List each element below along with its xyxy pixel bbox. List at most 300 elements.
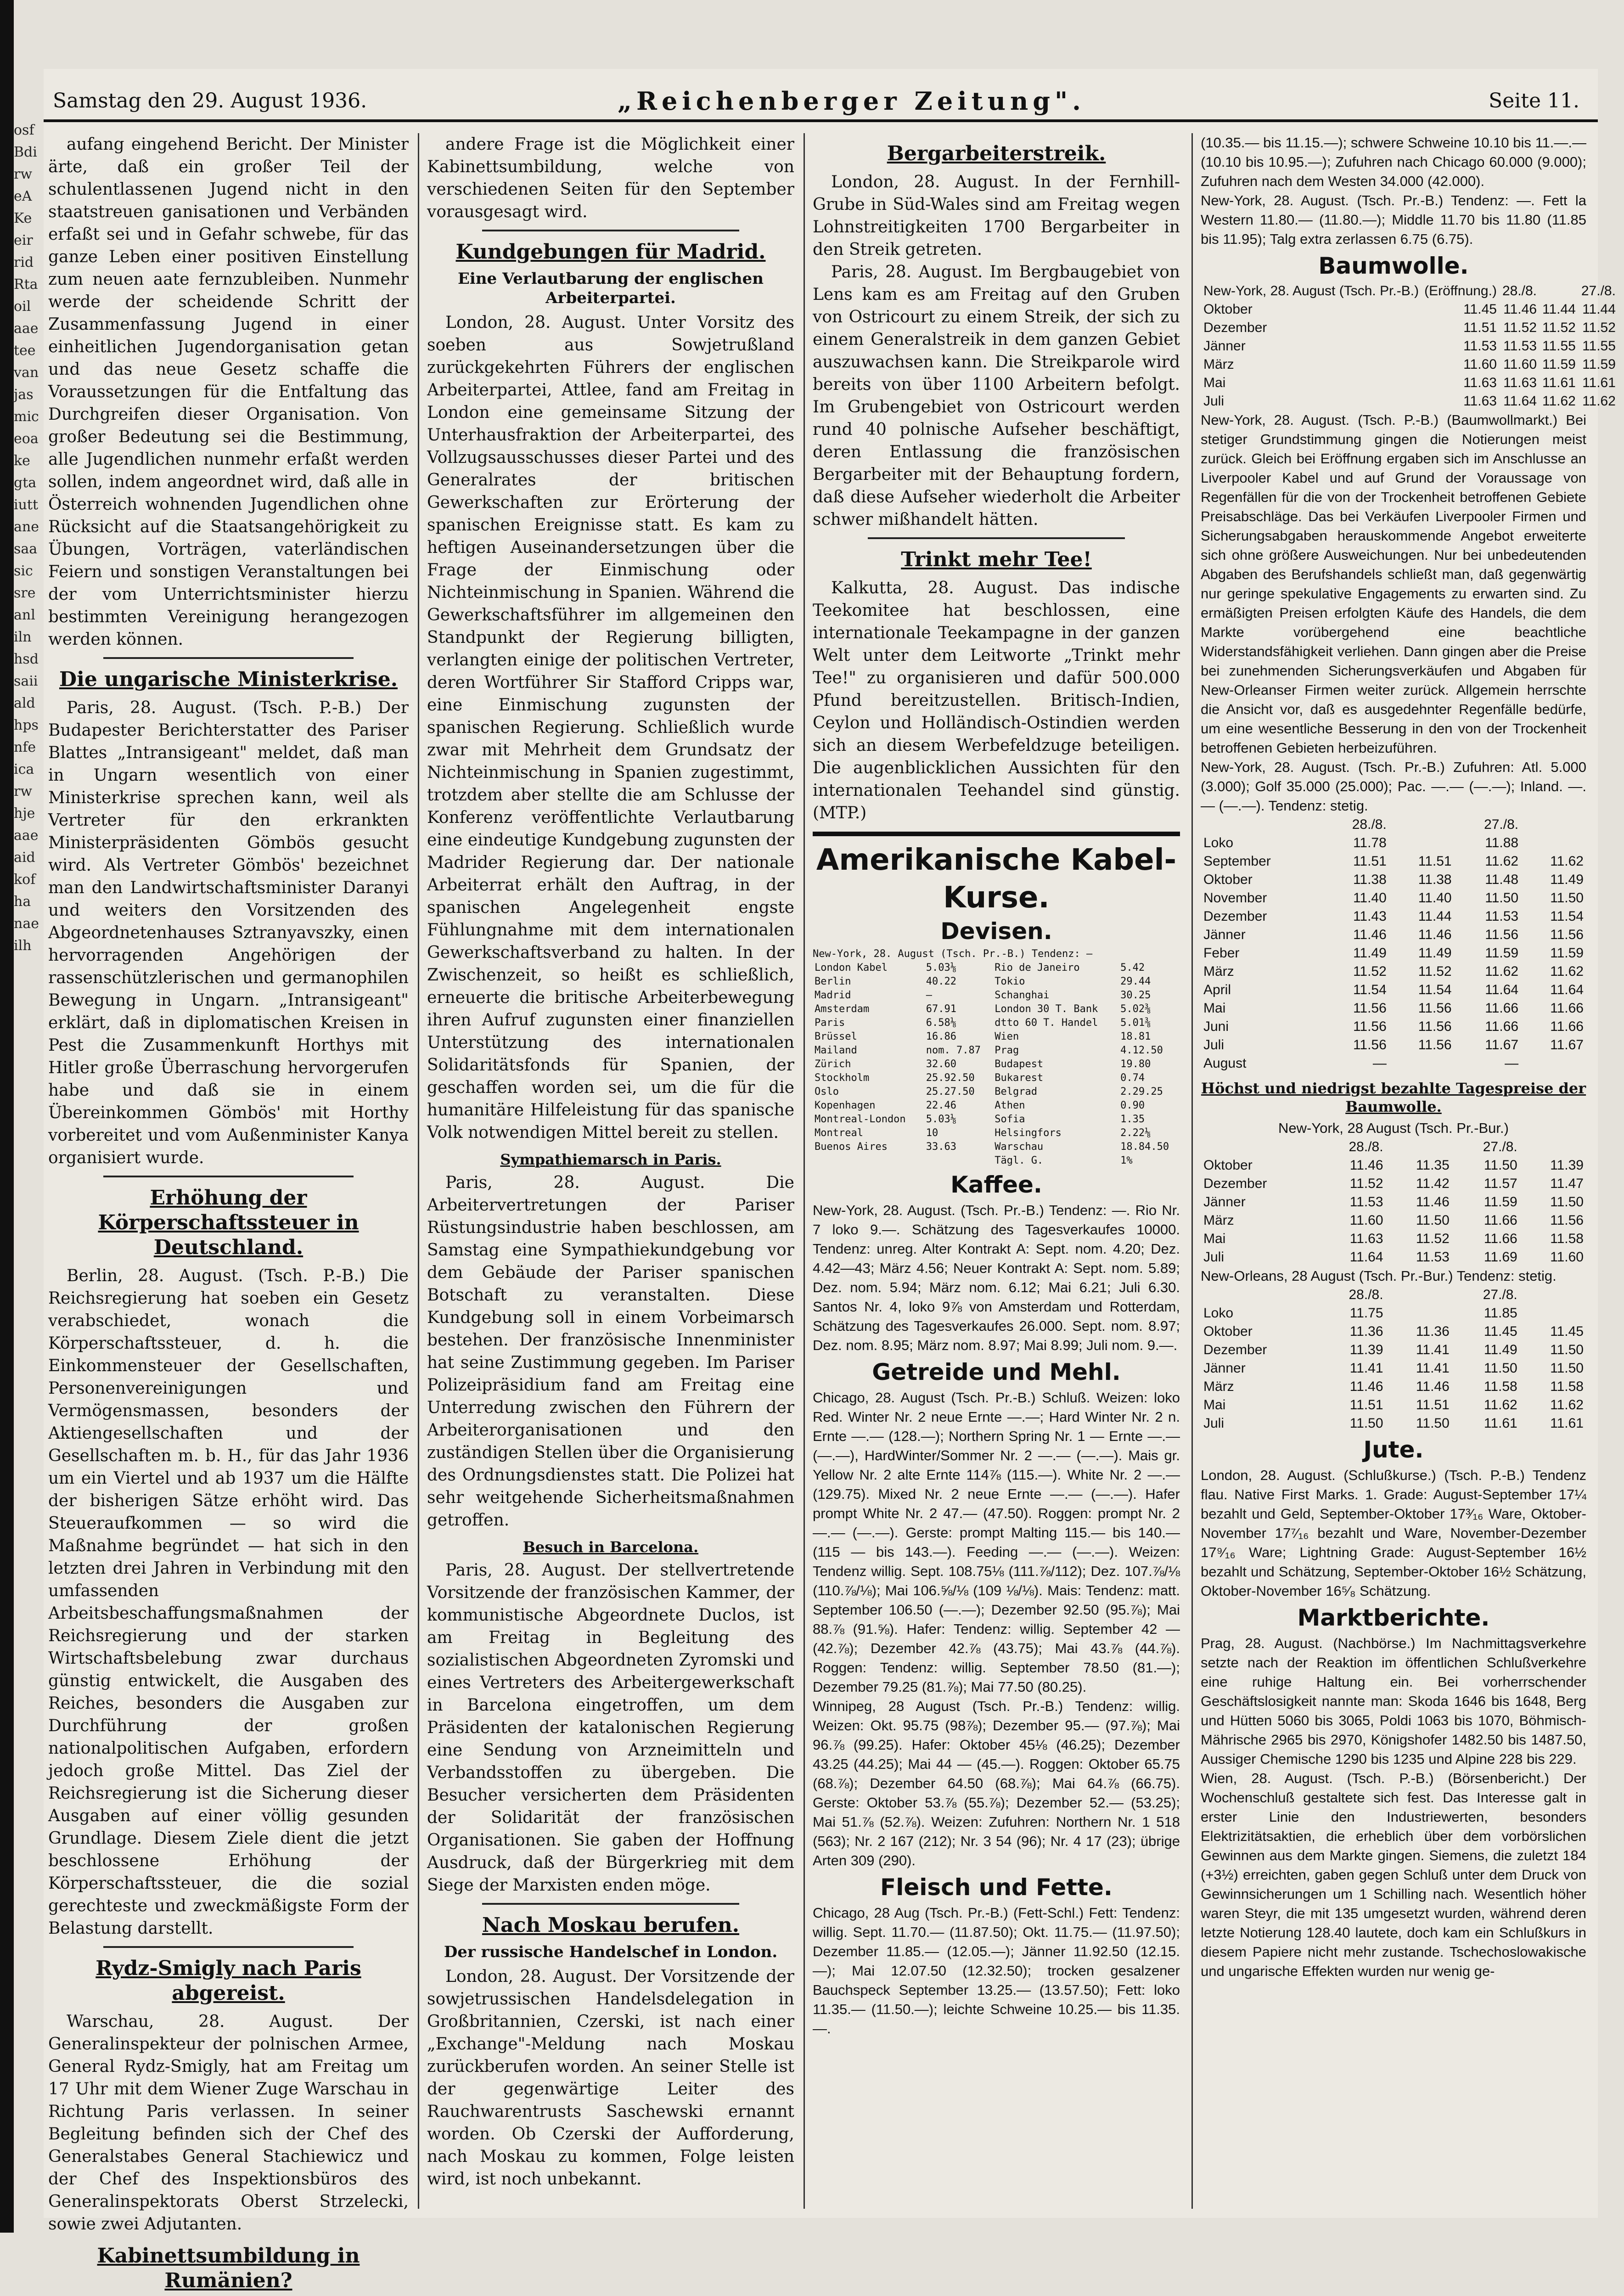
table-cell: März bbox=[1203, 1213, 1234, 1228]
table-cell: 11.62 bbox=[1484, 1397, 1517, 1412]
table-cell: 11.38 bbox=[1418, 872, 1452, 887]
table-cell: 11.61 bbox=[1484, 1416, 1517, 1431]
table-cell: Mai bbox=[1203, 1001, 1226, 1016]
subsection-title: Kaffee. bbox=[950, 1171, 1042, 1198]
table-cell: 11.41 bbox=[1416, 1342, 1450, 1357]
article-text: Paris, 28. August. (Tsch. P.-B.) Der Budapester Berichterstatter des Pariser Blattes „Intransigeant" meldet, daß man in Ungarn wesentlich von einer Ministerkrise sprechen kann, weil als Vertreter für den erkrankten Ministerpräsidenten Gömbös gesucht wird. Als Vertreter Gömbös' bezeichnet man den Landwirtschaftsminister Daranyi und weiters den Vorsitzenden des Abgeordnetenhauses Sztranyavszky, einen hervorragenden Angehörigen der rassenschützlerischen und germanophilen Bewegung in Ungarn. „Intransigeant" erklärt, daß in diplomatischen Kreisen in Pest die Zusammenkunft Horthys mit Hitler große Überraschung hervorgerufen habe und daß sie in einem Übereinkommen Gömbös' mit Horthy vorbereitet und vom Außenminister Kanya organisiert wurde. bbox=[48, 698, 409, 1167]
table-cell: 11.56 bbox=[1353, 1019, 1387, 1034]
divider bbox=[103, 657, 354, 659]
table-row bbox=[813, 961, 1180, 975]
table-cell: 27./8. bbox=[1483, 1287, 1517, 1302]
table-cell: 1% bbox=[1120, 1155, 1133, 1166]
table-cell: 11.62 bbox=[1550, 854, 1584, 869]
table-row bbox=[1201, 1138, 1586, 1156]
table-row bbox=[1201, 981, 1586, 999]
table-cell: Paris bbox=[815, 1017, 845, 1029]
table-cell bbox=[1389, 816, 1455, 834]
table-row bbox=[813, 1058, 1180, 1071]
table-row bbox=[1201, 1248, 1586, 1266]
table-cell: 11.52 bbox=[1503, 320, 1537, 335]
article-text: aufang eingehend Bericht. Der Minister ärte, daß ein großer Teil der schulentlassenen Jugend nicht in den staatstreuen ganisationen und Verbänden erfaßt sei und in Gefahr schwebe, für das ganze Leben einer positiven Einstellung zum neuen aate fernzubleiben. Nunmehr werde der scheidende Schritt der Zusammenfassung Jugend in einer einheitlichen Jugendorganisation getan und das neue Gesetz schaffe die Voraussetzungen für die Entfaltung das Durchgreifen dieser Organisation. Von großer Bedeutung sei die Bestimmung, alle Jugendlichen nunmehr erfaßt werden sollen, indem angeordnet wird, daß alle in Österreich wohnenden Jugendlichen ohne Rücksicht auf die Staatsangehörigkeit zu Übungen, Vorträgen, vaterländischen Feiern und sonstigen Veranstaltungen bei der vom Unterrichtsminister hierzu bestimmten Vereinigung herangezogen werden können. bbox=[48, 135, 409, 649]
table-cell: Oktober bbox=[1203, 302, 1253, 317]
cotton-table-new-orleans bbox=[1201, 1286, 1586, 1433]
table-cell: 11.58 bbox=[1484, 1379, 1517, 1394]
table-cell: 11.56 bbox=[1418, 1037, 1452, 1052]
table-cell: (Eröffnung.) bbox=[1424, 283, 1497, 298]
table-cell: 11.61 bbox=[1582, 375, 1616, 390]
table-cell: 11.56 bbox=[1485, 927, 1519, 942]
divider bbox=[482, 1903, 739, 1905]
table-cell: Madrid bbox=[815, 990, 851, 1001]
table-cell: 11.50 bbox=[1485, 890, 1519, 906]
table-cell: 11.62 bbox=[1550, 1397, 1584, 1412]
table-cell: November bbox=[1203, 890, 1267, 906]
market-text: Wien, 28. August. (Tsch. P.-B.) (Börsenbericht.) Der Wochenschluß gestaltete sich fest. Das Interesse galt in erster Linie den Industriewerten, besonders Elektrizitätsaktien, die erheblich über dem vorbörslichen Gewinnen aus dem Markte gingen. Siemens, die zuletzt 184 (+3½) erreichten, gaben gegen Schluß unter dem Druck von Gewinnsicherungen um 1 Schilling nach. Wesentlich höher waren Steyr, die mit 135 umgesetzt wurden, während deren letzte Notierung 128.40 lautete, doch kam ein Schlußkurs in diesem Papiere nicht mehr zustande. Tschechoslowakische und ungarische Effekten wurden nur wenig ge- bbox=[1201, 1770, 1586, 1979]
headline: Kabinettsumbildung in Rumänien? bbox=[97, 2244, 360, 2292]
table-cell: 11.50 bbox=[1349, 1416, 1383, 1431]
table-cell: 11.56 bbox=[1550, 927, 1584, 942]
table-cell: Feber bbox=[1203, 945, 1240, 961]
table-cell: 11.49 bbox=[1484, 1342, 1517, 1357]
table-cell: 11.67 bbox=[1550, 1037, 1584, 1052]
table-cell: 11.56 bbox=[1418, 1019, 1452, 1034]
table-row bbox=[1201, 1036, 1586, 1054]
cotton-table-highlow bbox=[1201, 1138, 1586, 1266]
table-cell: 1.35 bbox=[1120, 1114, 1145, 1125]
table-cell: 0.74 bbox=[1120, 1072, 1145, 1084]
table-row bbox=[1201, 1396, 1586, 1414]
table-cell bbox=[1521, 816, 1586, 834]
table-cell: 11.50 bbox=[1550, 890, 1584, 906]
table-cell: 11.36 bbox=[1349, 1324, 1383, 1339]
table-cell: 11.61 bbox=[1542, 375, 1576, 390]
table-cell: 11.50 bbox=[1416, 1213, 1450, 1228]
table-cell: Zürich bbox=[815, 1058, 851, 1070]
table-cell: 11.39 bbox=[1550, 1158, 1584, 1173]
table-cell bbox=[1540, 282, 1579, 300]
table-cell: 11.35 bbox=[1416, 1158, 1450, 1173]
table-cell: 11.60 bbox=[1503, 357, 1537, 372]
table-cell: London 30 T. Bank bbox=[995, 1003, 1098, 1015]
table-cell: 11.78 bbox=[1353, 835, 1387, 850]
table-cell bbox=[1521, 834, 1586, 852]
table-row bbox=[1201, 300, 1624, 319]
table-cell: 11.44 bbox=[1582, 302, 1616, 317]
table-cell: New-York, 28. August (Tsch. Pr.-B.) bbox=[1203, 283, 1419, 298]
table-cell: 11.64 bbox=[1503, 394, 1537, 409]
newspaper-page bbox=[44, 69, 1616, 2292]
table-cell: 11.59 bbox=[1542, 357, 1576, 372]
table-cell: 22.46 bbox=[926, 1100, 957, 1111]
headline: Kundgebungen für Madrid. bbox=[455, 240, 766, 264]
table-cell: 2.29.25 bbox=[1120, 1086, 1163, 1097]
headline: Nach Moskau berufen. bbox=[482, 1913, 740, 1937]
subsection-title: Marktberichte. bbox=[1297, 1604, 1490, 1631]
table-cell: 11.54 bbox=[1353, 982, 1387, 997]
table-cell: 11.52 bbox=[1418, 964, 1452, 979]
table-row bbox=[1201, 852, 1586, 871]
table-cell bbox=[1389, 834, 1455, 852]
table-cell: Buenos Aires bbox=[815, 1141, 888, 1153]
table-cell: 11.63 bbox=[1463, 394, 1497, 409]
table-cell: 30.25 bbox=[1120, 990, 1151, 1001]
table-cell bbox=[1201, 1286, 1318, 1304]
table-cell: Prag bbox=[995, 1045, 1019, 1056]
table-row bbox=[1201, 944, 1586, 962]
table-cell: 11.52 bbox=[1349, 1176, 1383, 1191]
table-cell: 11.66 bbox=[1484, 1213, 1517, 1228]
table-row bbox=[1201, 374, 1624, 392]
table-cell bbox=[1520, 1286, 1586, 1304]
table-cell: Budapest bbox=[995, 1058, 1044, 1070]
table-cell: Athen bbox=[995, 1100, 1025, 1111]
table-row bbox=[813, 1044, 1180, 1058]
table-cell: nom. 7.87 bbox=[926, 1045, 981, 1056]
market-text: New-York, 28. August. (Tsch. Pr.-B.) Tendenz: —. Fett la Western 11.80.— (11.80.—); Middle 11.70 bis 11.80 (11.85 bis 11.95); Talg extra zerlassen 6.75 (6.75). bbox=[1201, 192, 1586, 247]
table-cell: 29.44 bbox=[1120, 976, 1151, 987]
divider bbox=[103, 1946, 354, 1948]
table-cell: 11.56 bbox=[1418, 1001, 1452, 1016]
table-row bbox=[1201, 926, 1586, 944]
table-cell: 11.39 bbox=[1349, 1342, 1383, 1357]
table-cell: 11.52 bbox=[1353, 964, 1387, 979]
table-row bbox=[1201, 1193, 1586, 1211]
table-cell: 11.59 bbox=[1485, 945, 1519, 961]
table-cell: Belgrad bbox=[995, 1086, 1037, 1097]
table-cell bbox=[1520, 1304, 1586, 1322]
market-text: Prag, 28. August. (Nachbörse.) Im Nachmittagsverkehre setzte nach der Reaktion im öffentlichen Schlußverkehre eine ruhige Haltung ein. Bei vorherrschender Geschäftslosigkeit nannte man: Skoda 1646 bis 1648, Berg und Hütten 5060 bis 3065, Poldi 1063 bis 1070, Böhmisch-Mährische 2965 bis 2970, Königshofer 1482.50 bis 1487.50, Aussiger Chemische 1290 bis 1235 und Alpine 228 bis 229. bbox=[1201, 1635, 1586, 1767]
table-row bbox=[813, 1071, 1180, 1085]
table-cell: Juli bbox=[1203, 1249, 1225, 1265]
table-row bbox=[1201, 816, 1586, 834]
table-cell: 11.64 bbox=[1485, 982, 1519, 997]
table-cell: Dezember bbox=[1203, 1342, 1267, 1357]
table-cell: Amsterdam bbox=[815, 1003, 870, 1015]
table-cell: 11.66 bbox=[1485, 1001, 1519, 1016]
table-cell: 11.56 bbox=[1353, 1037, 1387, 1052]
table-row bbox=[1201, 1175, 1586, 1193]
table-row bbox=[1201, 1304, 1586, 1322]
table-cell: 11.52 bbox=[1542, 320, 1576, 335]
table-cell: 11.46 bbox=[1353, 927, 1387, 942]
table-cell: 11.54 bbox=[1550, 909, 1584, 924]
table-cell: 11.50 bbox=[1550, 1342, 1584, 1357]
table-cell: 11.66 bbox=[1484, 1231, 1517, 1246]
subsection-title: Devisen. bbox=[940, 918, 1052, 945]
divider bbox=[482, 230, 739, 231]
table-cell: 0.90 bbox=[1120, 1100, 1145, 1111]
headline: Trinkt mehr Tee! bbox=[901, 548, 1092, 571]
table-cell: März bbox=[1203, 1379, 1234, 1394]
table-row bbox=[1201, 962, 1586, 981]
table-cell: 11.59 bbox=[1484, 1194, 1517, 1210]
table-cell: — bbox=[1505, 1056, 1519, 1071]
table-cell: Jänner bbox=[1203, 1361, 1246, 1376]
table-cell: 10 bbox=[926, 1127, 938, 1139]
table-cell: 11.53 bbox=[1463, 338, 1497, 354]
table-cell: 11.46 bbox=[1416, 1194, 1450, 1210]
table-cell: — bbox=[1372, 1056, 1387, 1071]
table-row bbox=[813, 989, 1180, 1002]
table-row bbox=[813, 1002, 1180, 1016]
binding-edge bbox=[0, 0, 14, 2233]
table-row bbox=[1201, 889, 1586, 907]
table-cell: 11.54 bbox=[1418, 982, 1452, 997]
table-cell: Juni bbox=[1203, 1019, 1229, 1034]
table-row bbox=[1201, 1322, 1586, 1341]
table-cell: 11.62 bbox=[1485, 964, 1519, 979]
table-cell: 11.46 bbox=[1349, 1158, 1383, 1173]
table-cell: Mai bbox=[1203, 1397, 1226, 1412]
table-cell: Stockholm bbox=[815, 1072, 870, 1084]
headline: Die ungarische Ministerkrise. bbox=[59, 668, 398, 691]
table-row bbox=[1201, 1341, 1586, 1359]
section-title: Kurse. bbox=[943, 881, 1050, 915]
table-cell bbox=[1201, 816, 1322, 834]
table-row bbox=[1201, 999, 1586, 1018]
table-row bbox=[1201, 1378, 1586, 1396]
table-cell: 11.66 bbox=[1485, 1019, 1519, 1034]
table-cell: Jänner bbox=[1203, 927, 1246, 942]
table-cell: 5.02⅜ bbox=[1120, 1003, 1151, 1015]
subheadline: Höchst und niedrigst bezahlte Tagespreise der Baumwolle. bbox=[1201, 1080, 1586, 1115]
table-cell: Dezember bbox=[1203, 909, 1267, 924]
table-cell: Dezember bbox=[1203, 1176, 1267, 1191]
table-cell: Brüssel bbox=[815, 1031, 857, 1042]
table-cell: Mailand bbox=[815, 1045, 857, 1056]
table-cell: Tägl. G. bbox=[995, 1155, 1044, 1166]
table-cell: 11.63 bbox=[1463, 375, 1497, 390]
table-cell: 11.52 bbox=[1582, 320, 1616, 335]
column-rule bbox=[804, 133, 805, 2209]
table-cell: 4.12.50 bbox=[1120, 1045, 1163, 1056]
table-cell: 11.62 bbox=[1550, 964, 1584, 979]
table-cell: 11.62 bbox=[1542, 394, 1576, 409]
table-cell: 11.50 bbox=[1416, 1416, 1450, 1431]
table-cell: 19.80 bbox=[1120, 1058, 1151, 1070]
market-text: London, 28. August. (Schlußkurse.) (Tsch. P.-B.) Tendenz flau. Native First Marks. 1. Grade: August-September 17¼ bezahlt und Geld, September-Oktober 17³⁄₁₆ Ware, Oktober-November 17⁷⁄₁₆ bezahlt und Ware, November-Dezember 17⁹⁄₁₆ Ware; Lightning Grade: August-September 16½ bezahlt und Schätzung, September-Oktober 16½ Schätzung, Oktober-November 16⁵⁄₈ Schätzung. bbox=[1201, 1467, 1586, 1599]
table-cell: 11.46 bbox=[1503, 302, 1537, 317]
table-cell: 5.42 bbox=[1120, 962, 1145, 974]
table-cell: 11.60 bbox=[1550, 1249, 1584, 1265]
table-cell: 11.63 bbox=[1503, 375, 1537, 390]
table-cell: 11.52 bbox=[1416, 1231, 1450, 1246]
article-text: Berlin, 28. August. (Tsch. P.-B.) Die Reichsregierung hat soeben ein Gesetz verabschiedet, wonach die Körperschaftssteuer, d. h. die Einkommensteuer der Gesellschaften, Personenvereinigungen und Vermögensmassen, besonders der Aktiengesellschaften und der Gesellschaften m. b. H., für das Jahr 1936 um ein Viertel und ab 1937 um die Hälfte der bisherigen Sätze erhöht wird. Das Steueraufkommen — so wird die Maßnahme begründet — hat sich in den letzten drei Jahren in Verbindung mit den umfassenden Arbeitsbeschaffungsmaßnahmen der Reichsregierung und der starken Wirtschaftsbelebung zwar durchaus günstig entwickelt, die Ausgaben des Reiches, besonders die Ausgaben zur Durchführung der großen nationalpolitischen Aufgaben, erfordern jedoch große Mittel. Das Ziel der Reichsregierung ist die Sicherung dieser Ausgaben auf einer völlig gesunden Grundlage. Diesem Ziele dient die jetzt beschlossene Erhöhung der Körperschaftssteuer, die die sozial gerechteste und zweckmäßigste Form der Belastung darstellt. bbox=[48, 1266, 409, 1938]
table-cell: 5.01⅜ bbox=[1120, 1017, 1151, 1029]
table-cell: 11.64 bbox=[1349, 1249, 1383, 1265]
table-cell: 6.58⅛ bbox=[926, 1017, 957, 1029]
table-row bbox=[1201, 871, 1586, 889]
table-cell: Warschau bbox=[995, 1141, 1044, 1153]
table-row bbox=[1201, 1359, 1586, 1378]
table-cell: Loko bbox=[1203, 835, 1234, 850]
table-cell: 11.44 bbox=[1542, 302, 1576, 317]
table-cell: 11.62 bbox=[1485, 854, 1519, 869]
table-cell: 11.53 bbox=[1503, 338, 1537, 354]
table-row bbox=[813, 1099, 1180, 1113]
table-cell bbox=[1201, 1138, 1318, 1156]
table-cell: London Kabel bbox=[815, 962, 888, 974]
column-3 bbox=[813, 133, 1180, 2209]
subheadline: Eine Verlautbarung der englischen Arbeiterpartei. bbox=[458, 270, 764, 307]
table-cell bbox=[1386, 1138, 1452, 1156]
table-cell bbox=[813, 1154, 924, 1168]
table-cell: Loko bbox=[1203, 1306, 1234, 1321]
headline: Rydz-Smigly nach Paris abgereist. bbox=[96, 1957, 361, 2005]
table-cell: 11.45 bbox=[1484, 1324, 1517, 1339]
subsection-title: Jute. bbox=[1363, 1436, 1424, 1463]
article-text: London, 28. August. Der Vorsitzende der sowjetrussischen Handelsdelegation in Großbritannien, Czerski, ist nach einer „Exchange"-Meldung nach Moskau zurückberufen worden. An seiner Stelle ist der gegenwärtige Leiter des Rauchwarentrusts Saschewski ernannt worden. Ob Czerski der Aufforderung, nach Moskau zu kommen, Folge leisten wird, ist noch unbekannt. bbox=[427, 1967, 794, 2189]
table-cell bbox=[1389, 1054, 1455, 1073]
column-rule bbox=[418, 133, 419, 2209]
table-row bbox=[1201, 1286, 1586, 1304]
article-text: Kalkutta, 28. August. Das indische Teekomitee hat beschlossen, eine internationale Teekampagne in der ganzen Welt unter dem Leitworte „Trinkt mehr Tee!" zu organisieren und dafür 500.000 Pfund bereitzustellen. Britisch-Indien, Ceylon und Holländisch-Ostindien werden sich an diesem Werbefeldzuge beteiligen. Die augenblicklichen Aussichten für den internationalen Teehandel sind günstig. (MTP.) bbox=[813, 579, 1180, 822]
table-cell: 18.81 bbox=[1120, 1031, 1151, 1042]
table-row bbox=[1201, 1156, 1586, 1175]
market-text: New-York, 28. August. (Tsch. P.-B.) (Baumwollmarkt.) Bei stetiger Grundstimmung gingen die Notierungen meist zurück. Gleich bei Eröffnung ergaben sich im Anschlusse an Liverpooler Kabel und auf Grund der Voraussage von Regenfällen für die von der Trockenheit betroffenen Gebiete Preisabschläge. Das bei Verkäufen Liverpooler Firmen und Sicherungsabgaben herauskommende Angebot erweiterte sich ohne größere Ausweichungen. Nur bei unbedeutenden Abgaben des Berufshandels schließt man, daß gegenwärtig nur geringe spekulative Engagements zu erwarten sind. Zu ermäßigten Preisen erfolgten Käufe des Handels, die dem Markte vorübergehend eine beachtliche Widerstandsfähigkeit verliehen. Dann gingen aber die Preise bei zunehmenden Sicherungsverkäufen und Abgaben für New-Orleanser Firmen weiter zurück. Allgemein herrschte die Ansicht vor, daß es ausgedehnter Regenfälle bedürfe, um eine wesentliche Besserung in den von der Trockenheit betroffenen Gebieten herbeizuführen. bbox=[1201, 412, 1586, 756]
table-cell: Bukarest bbox=[995, 1072, 1044, 1084]
table-cell: 11.51 bbox=[1418, 854, 1452, 869]
table-cell: 11.41 bbox=[1349, 1361, 1383, 1376]
table-cell: Tokio bbox=[995, 976, 1025, 987]
adjacent-page-strip: osfBdirweAKeeirridRtaoilaaeteevanjasmiceoakegtaiuttanesaasicsreanlilnhsdsaiialdhpsnfeicarwhjeaaeaidkofhanaeilh bbox=[14, 122, 39, 954]
table-cell bbox=[1386, 1304, 1452, 1322]
table-cell: dtto 60 T. Handel bbox=[995, 1017, 1098, 1029]
table-cell: Jänner bbox=[1203, 1194, 1246, 1210]
table-cell: 11.57 bbox=[1484, 1176, 1517, 1191]
table-cell: 11.51 bbox=[1416, 1397, 1450, 1412]
table-cell: April bbox=[1203, 982, 1231, 997]
table-cell: 11.56 bbox=[1550, 1213, 1584, 1228]
table-cell: Oktober bbox=[1203, 1324, 1253, 1339]
header-page-number: Seite 11. bbox=[1489, 89, 1579, 113]
table-cell: 11.53 bbox=[1485, 909, 1519, 924]
table-cell: 11.51 bbox=[1349, 1397, 1383, 1412]
table-cell: 11.43 bbox=[1353, 909, 1387, 924]
table-cell bbox=[1386, 1286, 1452, 1304]
table-cell bbox=[924, 1154, 993, 1168]
headline: Erhöhung der Körperschaftssteuer in Deutschland. bbox=[98, 1186, 359, 1259]
table-cell: 28./8. bbox=[1349, 1139, 1383, 1154]
subsection-title: Baumwolle. bbox=[1318, 253, 1469, 279]
table-cell: 11.45 bbox=[1463, 302, 1497, 317]
page-header bbox=[44, 83, 1598, 122]
table-cell: Jänner bbox=[1203, 338, 1246, 354]
table-row bbox=[813, 1016, 1180, 1030]
table-cell: Juli bbox=[1203, 1416, 1225, 1431]
table-cell: Wien bbox=[995, 1031, 1019, 1042]
cotton-table-ny bbox=[1201, 816, 1586, 1073]
table-cell: 11.49 bbox=[1550, 872, 1584, 887]
table-cell: Juli bbox=[1203, 394, 1225, 409]
table-cell: 11.40 bbox=[1353, 890, 1387, 906]
table-cell: 5.03⅛ bbox=[926, 962, 957, 974]
table-row bbox=[813, 1085, 1180, 1099]
subheadline: Sympathiemarsch in Paris. bbox=[500, 1151, 721, 1168]
table-cell: 33.63 bbox=[926, 1141, 957, 1153]
table-row bbox=[1201, 355, 1624, 374]
table-cell: Mai bbox=[1203, 1231, 1226, 1246]
subsection-title: Fleisch und Fette. bbox=[880, 1874, 1113, 1901]
table-row bbox=[813, 1140, 1180, 1154]
table-cell: 16.86 bbox=[926, 1031, 957, 1042]
cotton-table-opening bbox=[1201, 282, 1624, 411]
table-cell: 11.41 bbox=[1416, 1361, 1450, 1376]
table-cell: Rio de Janeiro bbox=[995, 962, 1080, 974]
table-cell: 2.22⅛ bbox=[1120, 1127, 1151, 1139]
table-cell: — bbox=[926, 990, 933, 1001]
table-cell: 27./8. bbox=[1581, 283, 1616, 298]
table-cell: Montreal-London bbox=[815, 1114, 906, 1125]
column-rule bbox=[1191, 133, 1193, 2209]
table-cell: Oktober bbox=[1203, 872, 1253, 887]
article-text: Paris, 28. August. Der stellvertretende Vorsitzende der französischen Kammer, der kommunistische Abgeordnete Duclos, ist am Freitag in Begleitung des sozialistischen Abgeordneten Zyromski und eines Vertreters des Arbeitergewerkschaft in Barcelona eingetroffen, um dem Präsidenten der katalonischen Regierung eine Sendung von Arzneimitteln und Verbandsstoffen zu übergeben. Die Besucher versicherten dem Präsidenten der Solidarität der französischen Organisationen. Sie gaben der Hoffnung Ausdruck, daß der Bürgerkrieg mit dem Siege der Marxisten enden möge. bbox=[427, 1561, 794, 1895]
table-cell: 11.66 bbox=[1550, 1019, 1584, 1034]
table-cell: 11.46 bbox=[1418, 927, 1452, 942]
article-text: andere Frage ist die Möglichkeit einer Kabinettsumbildung, welche von verschiedenen Seiten für den September vorausgesagt wird. bbox=[427, 135, 794, 221]
header-paper-name: „Reichenberger Zeitung". bbox=[618, 86, 1085, 116]
table-cell: 11.59 bbox=[1550, 945, 1584, 961]
table-cell: 40.22 bbox=[926, 976, 957, 987]
table-cell: 25.92.50 bbox=[926, 1072, 975, 1084]
table-cell bbox=[1520, 1138, 1586, 1156]
article-text: Warschau, 28. August. Der Generalinspekteur der polnischen Armee, General Rydz-Smigly, hat am Freitag um 17 Uhr mit dem Wiener Zuge Warschau in Richtung Paris verlassen. In seiner Begleitung befinden sich der Chef des Generalstabes General Stachiewicz und der Chef des Inspektionsbüros des Generalinspektorats Oberst Strzelecki, sowie zwei Adjutanten. bbox=[48, 2012, 409, 2234]
table-cell: September bbox=[1203, 854, 1271, 869]
table-cell: 27./8. bbox=[1484, 817, 1519, 832]
table-cell: 11.36 bbox=[1416, 1324, 1450, 1339]
article-text: Paris, 28. August. Im Bergbaugebiet von Lens kam es am Freitag auf den Gruben von Ostricourt zu einem Streik, der sich zu einem Generalstreik in dem ganzen Gebiet auszuwachsen kann. Die Streikparole wird bereits von über 1100 Arbeitern befolgt. Im Grubengebiet von Ostricourt werden rund 40 polnische Aufseher beschäftigt, deren Entlassung die französischen Bergarbeiter mit der Behauptung fordern, daß diese Aufseher wiederholt die Arbeiter schwer mißhandelt hätten. bbox=[813, 263, 1180, 529]
devisen-table bbox=[813, 947, 1180, 1168]
table-cell: Kopenhagen bbox=[815, 1100, 876, 1111]
market-text: Chicago, 28 Aug (Tsch. Pr.-B.) (Fett-Schl.) Fett: Tendenz: willig. Sept. 11.70.— (11.87.50); Okt. 11.75.— (11.97.50); Dezember 11.85.— (12.05.—); Jänner 11.92.50 (12.15.—); Mai 12.07.50 (12.32.50); trocken gesalzener Bauchspeck September 13.25.— (13.57.50); Fett: loko 11.35.— (11.50.—); leichte Schweine 10.25.— bis 11.35.—. bbox=[813, 1905, 1180, 2037]
table-cell: März bbox=[1203, 357, 1234, 372]
table-cell: 11.50 bbox=[1484, 1158, 1517, 1173]
table-row bbox=[813, 1126, 1180, 1140]
table-cell: 11.60 bbox=[1463, 357, 1497, 372]
table-cell: 5.03⅛ bbox=[926, 1114, 957, 1125]
table-cell: 11.51 bbox=[1463, 320, 1497, 335]
column-2 bbox=[427, 133, 794, 2209]
table-cell: 11.55 bbox=[1582, 338, 1616, 354]
market-text: New-York, 28. August. (Tsch. Pr.-B.) Zufuhren: Atl. 5.000 (3.000); Golf 35.000 (25.000); Pac. —.— (—.—); Inland. —.— (—.—). Tendenz: stetig. bbox=[1201, 759, 1586, 814]
header-date: Samstag den 29. August 1936. bbox=[53, 89, 367, 113]
table-cell: 11.50 bbox=[1484, 1361, 1517, 1376]
table-cell: Montreal bbox=[815, 1127, 863, 1139]
market-text: Chicago, 28. August (Tsch. Pr.-B.) Schluß. Weizen: loko Red. Winter Nr. 2 neue Ernte —.—; Hard Winter Nr. 2 n. Ernte —.— (128.—); Northern Spring Nr. 1 — Ernte —.— (—.—), HardWinter/Sommer Nr. 2 —.— (—.—). Mais gr. Yellow Nr. 2 alte Ernte 114⅞ (115.—). White Nr. 2 —.— (129.75). Mixed Nr. 2 neue Ernte —.— (—.—). Hafer prompt White Nr. 2 47.— (47.50). Roggen: prompt Nr. 2 —.— (—.—). Gerste: prompt Malting 115.— bis 140.— (115 — bis 143.—). Feeding —.— (—.—). Weizen: Tendenz willig. Sept. 108.75⅛ (111.⅞/112); Dez. 107.⅞/⅛ (110.⅞/⅛); Mai 106.⅝/⅛ (109 ⅛/⅛). Mais: Tendenz: matt. September 106.50 (—.—); Dezember 92.50 (95.⅞); Mai 88.⅞ (91.⅝). Hafer: Tendenz: willig. September 42 — (42.⅞); Dezember 42.⅞ (43.75); Mai 43.⅞ (44.⅞). Roggen: Tendenz: willig. September 78.50 (81.—); Dezember 79.25 (81.⅞); Mai 77.50 (80.25). bbox=[813, 1390, 1180, 1695]
table-cell: 11.40 bbox=[1418, 890, 1452, 906]
article-text: London, 28. August. Unter Vorsitz des soeben aus Sowjetrußland zurückgekehrten Führers der englischen Arbeiterpartei, Attlee, fand am Freitag in London eine gemeinsame Sitzung der Unterhausfraktion der Arbeiterpartei, des Vollzugsausschusses dieser Partei und des Generalrates der britischen Gewerkschaften zur Erörterung der spanischen Ereignisse statt. Es kam zu heftigen Auseinandersetzungen über die Frage der Einmischung oder Nichteinmischung in Spanien. Während die Gewerkschaftsführer im allgemeinen den Standpunkt der Regierung billigten, verlangten einige der politischen Vertreter, deren Wortführer Sir Stafford Cripps war, eine Einmischung zugunsten der spanischen Regierung. Schließlich wurde zwar mit Mehrheit dem Grundsatz der Nichteinmischung in Spanien zugestimmt, trotzdem aber stellte die am Schlusse der Konferenz veröffentlichte Verlautbarung eine eindeutige Kundgebung zugunsten der Madrider Regierung dar. Der nationale Arbeiterrat erhält den Auftrag, in der spanischen Angelegenheit engste Fühlungnahme mit dem internationalen Gewerkschaftsverband zu halten. In der Zwischenzeit, so heißt es schließlich, erneuerte die britische Arbeiterbewegung ihren Aufruf zugunsten einer finanziellen Unterstützung des internationalen Solidaritätsfonds für Spanien, der geschaffen worden sei, um die für die humanitäre Hilfeleistung für das spanische Volk notwendigen Mittel bereit zu stellen. bbox=[427, 313, 794, 1142]
table-cell: 11.58 bbox=[1550, 1231, 1584, 1246]
table-cell: August bbox=[1203, 1056, 1247, 1071]
table-row bbox=[813, 1113, 1180, 1126]
table-cell: 11.50 bbox=[1550, 1194, 1584, 1210]
table-cell: 28./8. bbox=[1349, 1287, 1383, 1302]
table-cell: 11.55 bbox=[1542, 338, 1576, 354]
table-cell: 18.84.50 bbox=[1120, 1141, 1169, 1153]
table-row bbox=[1201, 1230, 1586, 1248]
table-caption: New-Orleans, 28 August (Tsch. Pr.-Bur.) Tendenz: stetig. bbox=[1201, 1268, 1557, 1284]
table-cell: März bbox=[1203, 964, 1234, 979]
table-row bbox=[1201, 1054, 1586, 1073]
table-row bbox=[1201, 1414, 1586, 1433]
table-cell: 11.53 bbox=[1416, 1249, 1450, 1265]
table-cell: Mai bbox=[1203, 375, 1226, 390]
table-row bbox=[1201, 319, 1624, 337]
table-caption: New-York, 28 August (Tsch. Pr.-Bur.) bbox=[1278, 1120, 1509, 1136]
table-cell: 11.63 bbox=[1349, 1231, 1383, 1246]
table-cell: 11.60 bbox=[1349, 1213, 1383, 1228]
table-cell: 11.50 bbox=[1550, 1361, 1584, 1376]
